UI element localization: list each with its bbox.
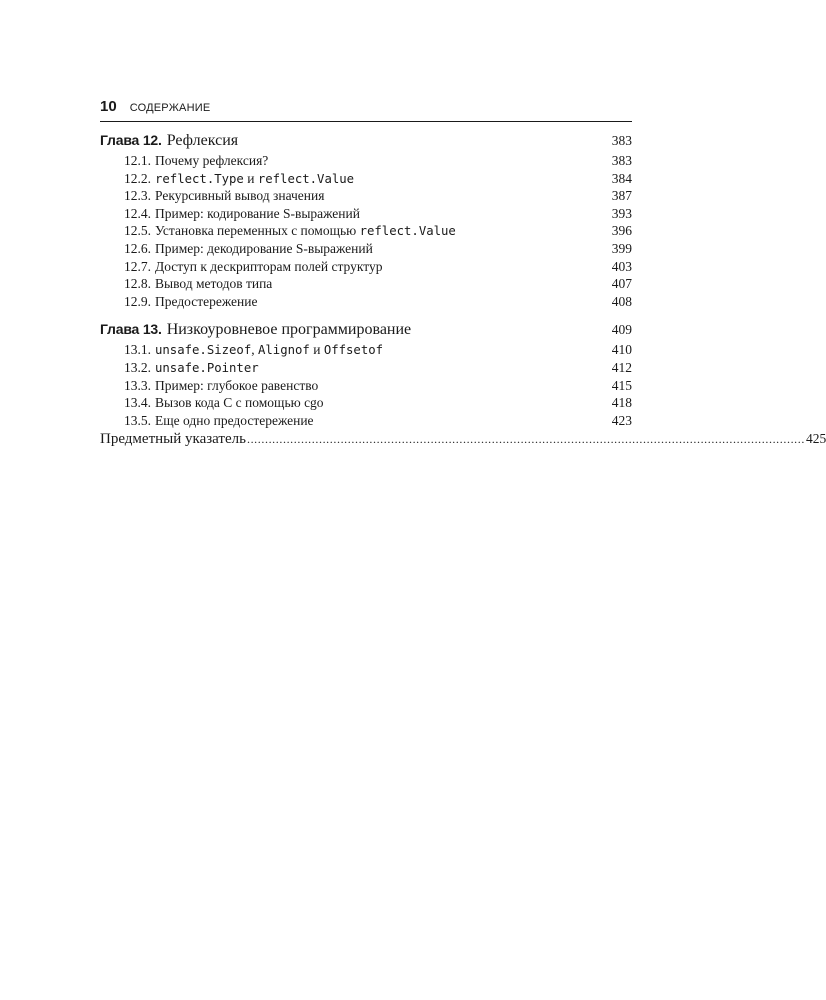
code-text: unsafe.Sizeof (155, 343, 252, 358)
section-page-number: 384 (611, 170, 632, 186)
code-text: reflect.Type (155, 171, 244, 186)
title-text: Пример: декодирование S-выражений (155, 240, 373, 256)
section-number: 13.2. (124, 359, 151, 375)
title-text: Предостережение (155, 293, 258, 309)
section-number: 12.2. (124, 170, 151, 186)
section-page-number: 387 (611, 188, 632, 204)
section-page-number: 418 (611, 395, 632, 411)
chapter-title: Низкоуровневое программирование (166, 321, 412, 339)
section-title (155, 395, 324, 411)
title-text: Доступ к дескрипторам полей структур (155, 258, 383, 274)
section-page-number: 410 (611, 342, 632, 358)
section-number: 12.3. (124, 188, 151, 204)
section-page-number: 393 (611, 205, 632, 221)
title-text: Пример: кодирование S-выражений (155, 205, 360, 221)
toc-section[interactable] (100, 259, 632, 277)
code-text: reflect.Value (257, 171, 355, 186)
title-text: Вывод методов типа (155, 276, 273, 292)
title-text: Почему рефлексия? (155, 153, 269, 168)
section-number: 13.5. (124, 412, 151, 428)
section-page-number: 403 (611, 258, 632, 274)
section-title (155, 378, 318, 394)
dot-leader: ........................................................................................................................................................... (246, 432, 805, 447)
toc-section[interactable] (100, 171, 632, 189)
toc-section[interactable] (100, 378, 632, 396)
section-list (100, 342, 632, 430)
page-number: 10 (100, 98, 117, 115)
chapter-label: Глава 13. (100, 321, 162, 338)
chapter-title: Рефлексия (166, 132, 239, 149)
section-number: 13.3. (124, 377, 151, 393)
chapter-page-number: 383 (611, 133, 632, 148)
section-list (100, 153, 632, 311)
section-title (155, 171, 354, 187)
title-text: и (309, 342, 324, 358)
toc-section[interactable] (100, 276, 632, 294)
section-title (155, 153, 268, 169)
toc-section[interactable] (100, 206, 632, 224)
section-title (155, 259, 382, 275)
running-head: СОДЕРЖАНИЕ (129, 102, 211, 114)
title-text: Вызов кода С с помощью cgo (155, 395, 324, 411)
chapter-label: Глава 12. (100, 132, 162, 148)
section-page-number: 415 (611, 377, 632, 393)
section-title (155, 276, 272, 292)
title-text: Еще одно предостережение (155, 412, 314, 428)
title-text: Рекурсивный вывод значения (155, 188, 325, 204)
index-page-number: 425 (805, 431, 826, 447)
section-title (155, 206, 360, 222)
section-number: 12.9. (124, 293, 151, 309)
index-title: Предметный указатель (100, 431, 246, 448)
section-number: 12.4. (124, 205, 151, 221)
section-page-number: 383 (611, 153, 632, 168)
toc-section[interactable] (100, 360, 632, 378)
toc-section[interactable] (100, 342, 632, 360)
section-number: 12.5. (124, 223, 151, 239)
section-page-number: 396 (611, 223, 632, 239)
section-number: 12.1. (124, 153, 151, 168)
chapter-page-number: 409 (611, 322, 632, 338)
header-rule (100, 121, 632, 122)
toc-section[interactable] (100, 241, 632, 259)
toc-section[interactable] (100, 188, 632, 206)
section-page-number: 408 (611, 293, 632, 309)
chapter-heading[interactable] (100, 132, 632, 151)
toc-section[interactable] (100, 413, 632, 431)
code-text: unsafe.Pointer (155, 360, 259, 375)
toc-section[interactable] (100, 223, 632, 241)
chapter-heading[interactable] (100, 321, 632, 340)
code-text: Offsetof (323, 343, 384, 358)
title-text: Установка переменных с помощью (155, 223, 360, 239)
title-text: и (243, 170, 258, 186)
section-page-number: 407 (611, 276, 632, 292)
section-title (155, 188, 324, 204)
table-of-contents (100, 132, 826, 449)
section-number: 12.8. (124, 276, 151, 292)
section-title (155, 294, 257, 310)
section-title (155, 360, 259, 376)
page-header (100, 98, 210, 118)
section-title (155, 223, 456, 239)
title-text: , (251, 342, 258, 358)
code-text: Alignof (258, 343, 310, 358)
section-number: 13.4. (124, 395, 151, 411)
section-page-number: 423 (611, 412, 632, 428)
toc-section[interactable] (100, 294, 632, 312)
index-entry[interactable] (100, 431, 826, 449)
section-title (155, 413, 314, 429)
section-number: 12.6. (124, 240, 151, 256)
section-page-number: 412 (611, 359, 632, 375)
toc-section[interactable] (100, 153, 632, 171)
section-title (155, 342, 383, 358)
section-number: 13.1. (124, 342, 151, 358)
section-page-number: 399 (611, 240, 632, 256)
section-title (155, 241, 373, 257)
toc-section[interactable] (100, 395, 632, 413)
title-text: Пример: глубокое равенство (155, 377, 319, 393)
code-text: reflect.Value (359, 224, 456, 239)
section-number: 12.7. (124, 258, 151, 274)
